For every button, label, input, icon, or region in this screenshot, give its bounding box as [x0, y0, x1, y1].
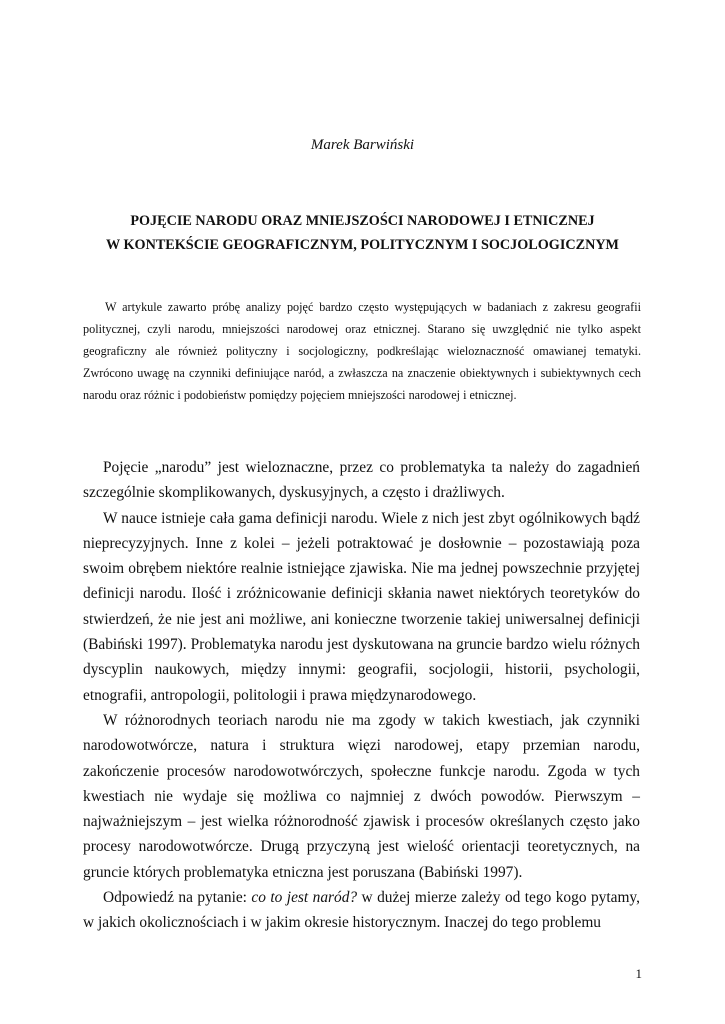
title-line-1: POJĘCIE NARODU ORAZ MNIEJSZOŚCI NARODOWEJ I ETNICZNEJ [130, 213, 595, 229]
page-number: 1 [635, 966, 642, 981]
body-text [83, 455, 640, 936]
paragraph-4-emphasis: co to jest naród? [251, 889, 358, 907]
paragraph-1: Pojęcie „narodu” jest wieloznaczne, przez co problematyka ta należy do zagadnień szczególnie skomplikowanych, dyskusyjnych, a często i drażliwych. [83, 459, 640, 502]
paragraph-4-start: Odpowiedź na pytanie: [103, 889, 252, 907]
paragraph-2: W nauce istnieje cała gama definicji narodu. Wiele z nich jest zbyt ogólnikowych bądź nieprecyzyjnych. Inne z kolei – jeżeli potraktować je dosłownie – pozostawiają poza swoim obrębem niektóre realnie istniejące zjawiska. Nie ma jednej powszechnie przyjętej definicji narodu. Ilość i zróżnicowanie definicji skłania nawet niektórych teoretyków do stwierdzeń, że nie jest ani możliwe, ani konieczne tworzenie takiej uniwersalnej definicji (Babiński 1997). Problematyka narodu jest dyskutowana na gruncie bardzo wielu różnych dyscyplin naukowych, między innymi: geografii, socjologii, historii, psychologii, etnografii, antropologii, politologii i prawa międzynarodowego. [83, 509, 640, 704]
paragraph-4-end: w dużej mierze zależy od tego kogo pytamy, w jakich okolicznościach i w jakim okresie historycznym. Inaczej do tego problemu [83, 889, 640, 932]
document-title [40, 209, 685, 257]
abstract: W artykule zawarto próbę analizy pojęć bardzo często występujących w badaniach z zakresu geografii politycznej, czyli narodu, mniejszości narodowej oraz etnicznej. Starano się uwzględnić nie tylko aspekt geograficzny ale również polityczny i socjologiczny, podkreślając wieloznaczność omawianej tematyki. Zwrócono uwagę na czynniki definiujące naród, a zwłaszcza na znaczenie obiektywnych i subiektywnych cech narodu oraz różnic i podobieństw pomiędzy pojęciem mniejszości narodowej i etnicznej. [83, 300, 641, 402]
title-line-2: W KONTEKŚCIE GEOGRAFICZNYM, POLITYCZNYM I SOCJOLOGICZNYM [106, 237, 619, 253]
paragraph-3: W różnorodnych teoriach narodu nie ma zgody w takich kwestiach, jak czynniki narodowotwórcze, natura i struktura więzi narodowej, etapy przemian narodu, zakończenie procesów narodowotwórczych, społeczne funkcje narodu. Zgoda w tych kwestiach nie wydaje się możliwa co najmniej z dwóch powodów. Pierwszym – najważniejszym – jest wielka różnorodność zjawisk i procesów określanych często jako procesy narodowotwórcze. Drugą przyczyną jest wielość orientacji teoretycznych, na gruncie których problematyka etniczna jest poruszana (Babiński 1997). [83, 711, 640, 881]
author-name: Marek Barwiński [310, 137, 415, 153]
paragraph-4 [83, 885, 640, 936]
